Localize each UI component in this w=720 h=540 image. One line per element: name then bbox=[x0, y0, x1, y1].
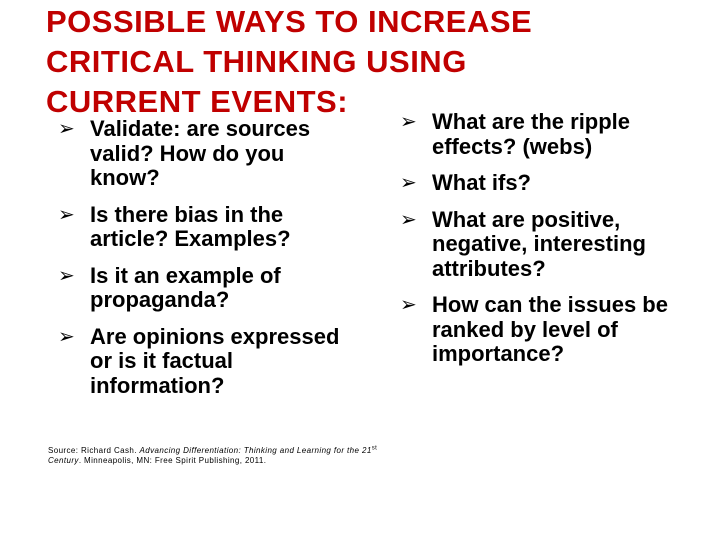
title-line-3: CURRENT EVENTS: bbox=[46, 84, 349, 119]
right-bullet-list bbox=[400, 110, 700, 379]
list-item-text: Is it an example of propaganda? bbox=[90, 262, 281, 312]
list-item bbox=[400, 110, 700, 159]
arrow-right-icon: ➢ bbox=[58, 118, 75, 140]
list-item bbox=[58, 203, 358, 252]
source-ordinal: st bbox=[371, 445, 378, 452]
list-item bbox=[400, 293, 700, 367]
list-item bbox=[400, 208, 700, 282]
list-item-text: Are opinions expressed or is it factual information? bbox=[90, 323, 340, 398]
list-item-text: What ifs? bbox=[432, 170, 531, 195]
list-item-text: How can the issues be ranked by level of importance? bbox=[432, 292, 668, 366]
arrow-right-icon: ➢ bbox=[400, 172, 417, 194]
list-item-text: What are positive, negative, interesting attributes? bbox=[432, 206, 646, 281]
list-item bbox=[58, 117, 358, 191]
arrow-right-icon: ➢ bbox=[400, 111, 417, 133]
source-book-title: Advancing Differentiation: Thinking and Learning for the 21 bbox=[139, 446, 372, 455]
arrow-right-icon: ➢ bbox=[58, 203, 75, 226]
arrow-right-icon: ➢ bbox=[400, 294, 417, 316]
title-line-2: CRITICAL THINKING USING bbox=[46, 44, 467, 79]
left-bullet-list bbox=[58, 117, 358, 410]
slide-title bbox=[46, 2, 686, 122]
title-line-1: POSSIBLE WAYS TO INCREASE bbox=[46, 4, 533, 39]
source-prefix: Source: Richard Cash. bbox=[48, 446, 140, 455]
arrow-right-icon: ➢ bbox=[58, 325, 75, 348]
list-item bbox=[58, 325, 358, 399]
list-item bbox=[400, 171, 700, 196]
list-item-text: What are the ripple effects? (webs) bbox=[432, 109, 631, 159]
source-citation bbox=[48, 446, 378, 466]
list-item bbox=[58, 264, 358, 313]
list-item-text: Is there bias in the article? Examples? bbox=[90, 201, 291, 251]
list-item-text: Validate: are sources valid? How do you know? bbox=[90, 116, 311, 190]
arrow-right-icon: ➢ bbox=[58, 264, 75, 287]
source-publisher: . Minneapolis, MN: Free Spirit Publishing, 2011. bbox=[78, 456, 267, 465]
arrow-right-icon: ➢ bbox=[400, 208, 417, 231]
source-book-title-end: Century bbox=[48, 456, 79, 465]
